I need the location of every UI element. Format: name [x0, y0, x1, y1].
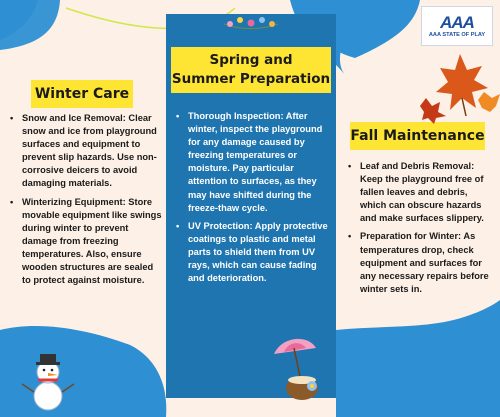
fall-maintenance-heading: Fall Maintenance [350, 122, 485, 150]
winter-care-list [10, 112, 162, 292]
list-item: • Preparation for Winter: As temperatures drop, check equipment and surfaces for any necessary repairs before winter sets in. [348, 230, 494, 295]
spring-heading-line1: Spring and [209, 52, 293, 68]
snowman-icon [20, 350, 76, 414]
spring-heading-line2: Summer Preparation [171, 71, 331, 87]
brand-logo [421, 6, 493, 46]
spring-summer-heading [171, 47, 331, 93]
list-item: • UV Protection: Apply protective coatings to plastic and metal parts to shield them from UV rays, which can cause fading and deterioration. [176, 220, 332, 285]
logo-text: AAA STATE OF PLAY [428, 31, 486, 38]
logo-mark: AAA [440, 12, 474, 32]
fall-maintenance-list [348, 160, 494, 301]
list-item: • Leaf and Debris Removal: Keep the playground free of fallen leaves and debris, which can obscure hazards and make surfaces slippery. [348, 160, 494, 225]
flower-garland-icon [222, 12, 280, 34]
list-item: • Snow and Ice Removal: Clear snow and ice from playground surfaces and equipment to prevent slip hazards. Use non-corrosive deicers to avoid damaging materials. [10, 112, 162, 191]
winter-care-heading: Winter Care [31, 80, 133, 108]
list-item: • Thorough Inspection: After winter, inspect the playground for any damage caused by freezing temperatures or moisture. Pay particular attention to surfaces, as they may have shifted during the freeze-thaw cycle. [176, 110, 332, 215]
autumn-leaves-icon [420, 52, 500, 124]
beach-umbrella-drink-icon [272, 334, 336, 404]
spring-summer-list [176, 110, 332, 290]
list-item: • Winterizing Equipment: Store movable equipment like swings during winter to prevent damage from freezing temperatures. Also, ensure wooden structures are sealed to protect against moisture. [10, 196, 162, 288]
